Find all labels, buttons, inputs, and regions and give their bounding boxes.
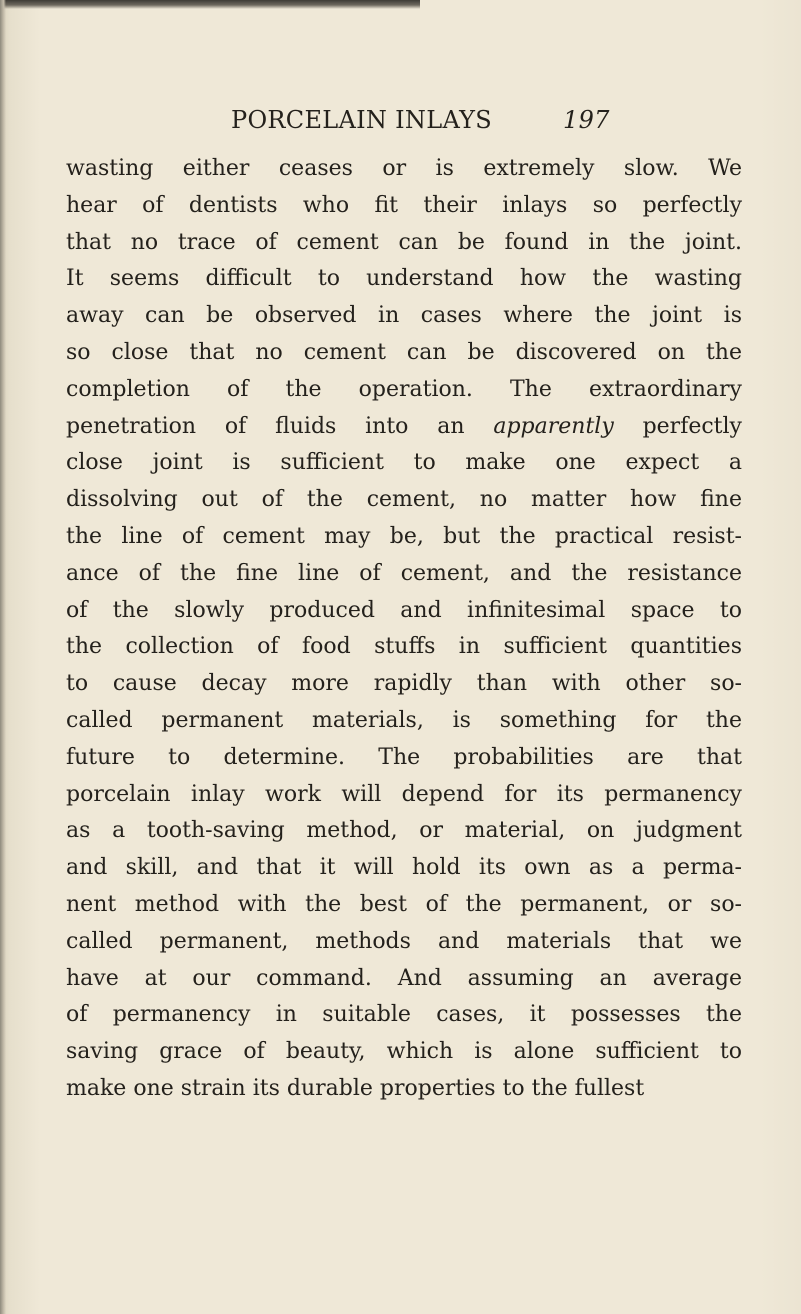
text-line: close joint is sufficient to make one expect a <box>66 450 742 476</box>
text-line: make one strain its durable properties to the fullest <box>66 1075 645 1101</box>
text-line: called permanent, methods and materials that we <box>66 928 742 954</box>
running-head-title: PORCELAIN INLAYS <box>231 106 493 134</box>
text-line: porcelain inlay work will depend for its permanency <box>66 781 742 807</box>
text-line: nent method with the best of the permanent, or so- <box>66 891 742 917</box>
text-segment: perfectly <box>613 413 742 439</box>
text-line: and skill, and that it will hold its own as a perma- <box>66 855 742 881</box>
text-line: as a tooth-saving method, or material, on judgment <box>66 818 742 844</box>
page-number: 197 <box>563 106 610 134</box>
page-top-shadow <box>0 0 420 9</box>
text-line: that no trace of cement can be found in the joint. <box>66 229 742 255</box>
text-line: called permanent materials, is something for the <box>66 707 742 733</box>
page-gutter-edge <box>0 0 6 1314</box>
text-line: completion of the operation. The extraordinary <box>66 376 742 402</box>
text-line <box>66 409 742 446</box>
text-line: of permanency in suitable cases, it possesses the <box>66 1002 742 1028</box>
text-line: It seems difficult to understand how the wasting <box>66 266 742 292</box>
text-line: so close that no cement can be discovered on the <box>66 339 742 365</box>
text-line: future to determine. The probabilities are that <box>66 744 742 770</box>
text-line: away can be observed in cases where the joint is <box>66 303 742 329</box>
text-line: the collection of food stuffs in sufficient quantities <box>66 634 742 660</box>
text-line: dissolving out of the cement, no matter how fine <box>66 487 742 513</box>
text-line: of the slowly produced and infinitesimal space to <box>66 597 742 623</box>
body-text <box>66 151 742 1108</box>
running-head <box>231 106 681 142</box>
text-line: to cause decay more rapidly than with other so- <box>66 671 742 697</box>
text-line: ance of the fine line of cement, and the resistance <box>66 560 742 586</box>
text-line: hear of dentists who fit their inlays so perfectly <box>66 192 742 218</box>
text-line: the line of cement may be, but the practical resist- <box>66 523 742 549</box>
text-segment: penetration of fluids into an <box>66 413 494 439</box>
text-line: saving grace of beauty, which is alone sufficient to <box>66 1039 742 1065</box>
text-line: have at our command. And assuming an average <box>66 965 742 991</box>
text-line: wasting either ceases or is extremely slow. We <box>66 156 742 181</box>
italic-emphasis: apparently <box>493 413 614 439</box>
